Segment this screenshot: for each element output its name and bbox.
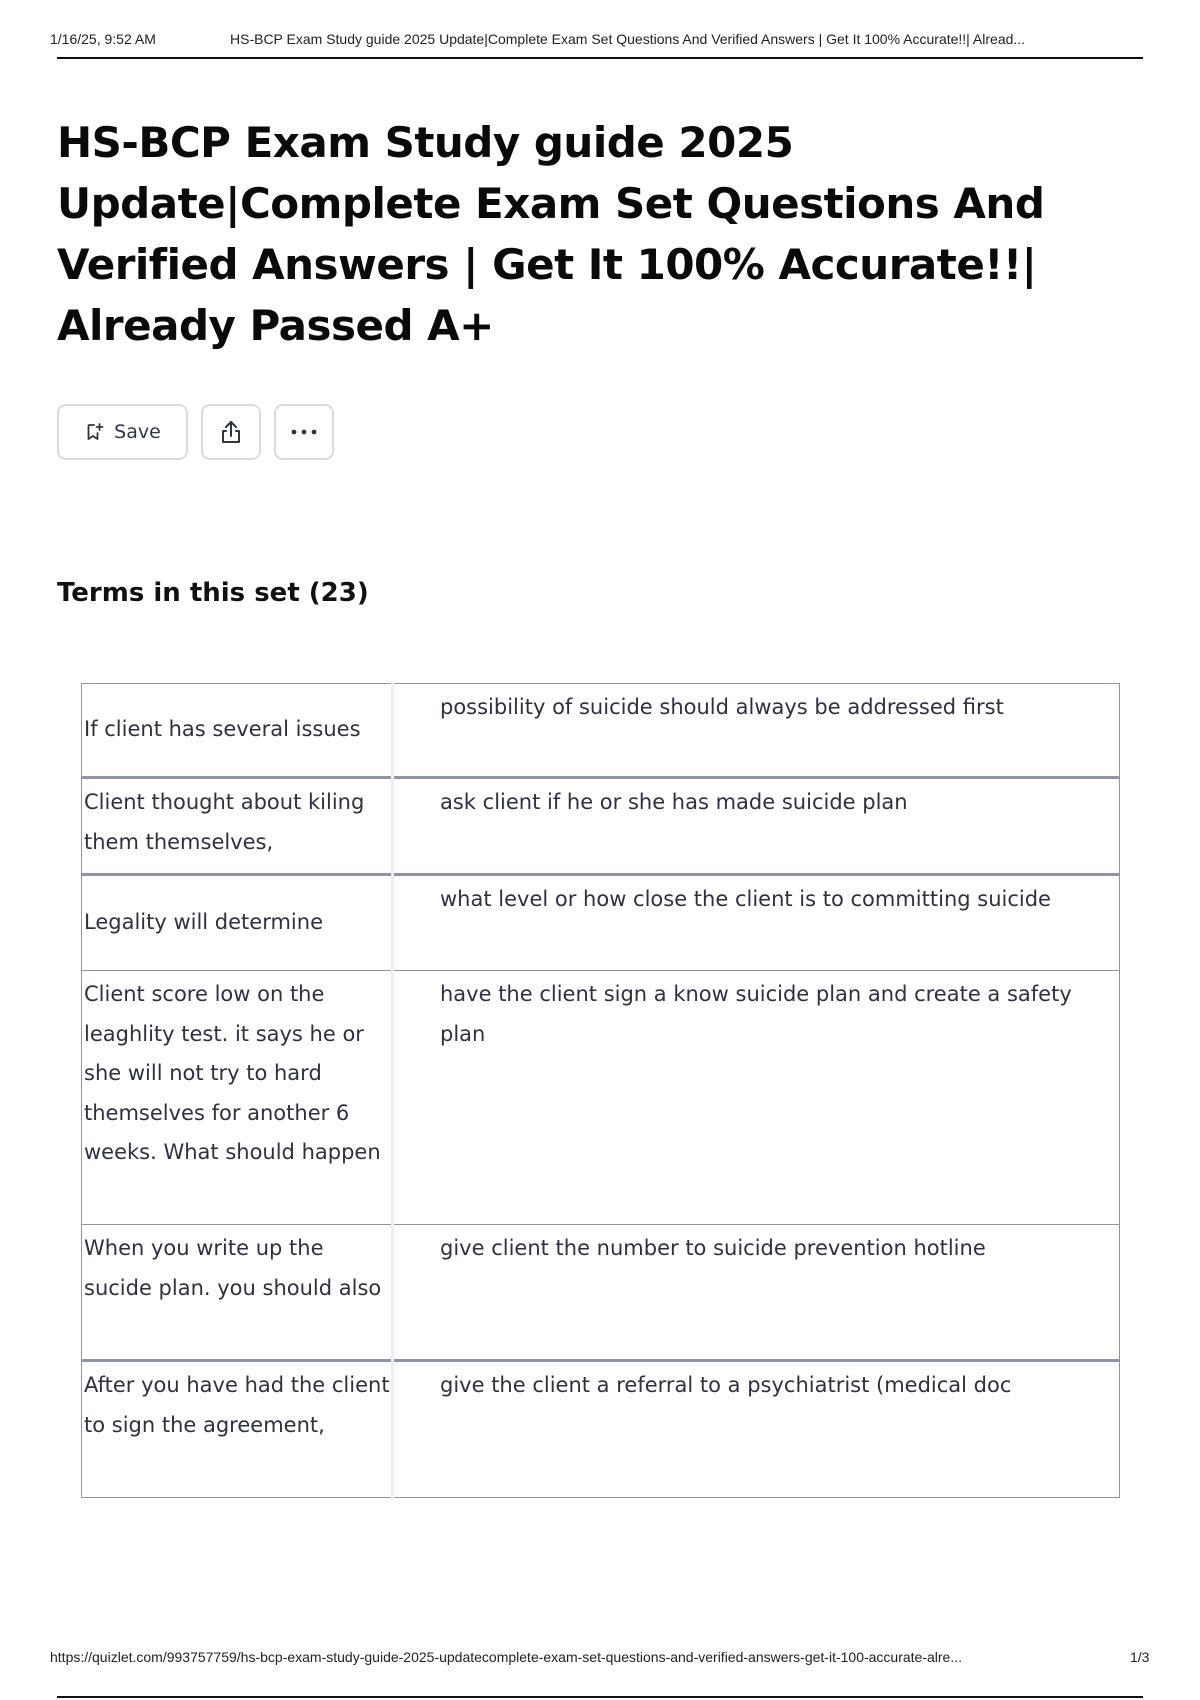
definition-text: have the client sign a know suicide plan and create a safety plan [440,982,1072,1046]
terms-table [81,683,1120,1498]
terms-heading: Terms in this set (23) [57,578,369,608]
more-horizontal-icon [290,428,318,436]
term-row [82,684,1120,778]
more-options-button[interactable] [274,404,334,460]
save-label: Save [114,421,161,443]
header-divider [57,57,1143,59]
term-text: After you have had the client to sign the agreement, [82,1361,393,1498]
term-row [82,971,1120,1225]
footer-divider [57,1696,1143,1698]
term-row [82,778,1120,875]
definition-text: possibility of suicide should always be addressed first [440,695,1004,719]
term-row [82,1361,1120,1498]
page-title: HS-BCP Exam Study guide 2025 Update|Complete Exam Set Questions And Verified Answers | Get It 100% Accurate!!| Already Passed A+ [57,118,1045,350]
share-button[interactable] [201,404,261,460]
page-number: 1/3 [1130,1649,1150,1665]
definition-text: what level or how close the client is to committing suicide [440,887,1051,911]
term-text: Client score low on the leaghlity test. it says he or she will not try to hard themselves for another 6 weeks. What should happen [82,971,393,1225]
save-button[interactable] [57,404,188,460]
share-icon [217,418,245,446]
term-row [82,1225,1120,1361]
bookmark-plus-icon [84,422,104,442]
definition-text: ask client if he or she has made suicide plan [440,790,908,814]
definition-text: give the client a referral to a psychiatrist (medical doc [440,1373,1012,1397]
print-header [50,28,1145,58]
definition-text: give client the number to suicide prevention hotline [440,1236,986,1260]
term-text: Client thought about kiling them themselves, [82,778,393,875]
term-text: If client has several issues [82,684,393,778]
print-title: HS-BCP Exam Study guide 2025 Update|Complete Exam Set Questions And Verified Answers | Get It 100% Accurate!!| Alread... [230,31,1026,47]
page-url: https://quizlet.com/993757759/hs-bcp-exam-study-guide-2025-updatecomplete-exam-set-questions-and-verified-answers-get-it-100-accurate-alre... [50,1649,963,1665]
term-row [82,875,1120,971]
term-text: Legality will determine [82,875,393,971]
print-date: 1/16/25, 9:52 AM [50,31,156,47]
term-text: When you write up the sucide plan. you should also [82,1225,393,1361]
